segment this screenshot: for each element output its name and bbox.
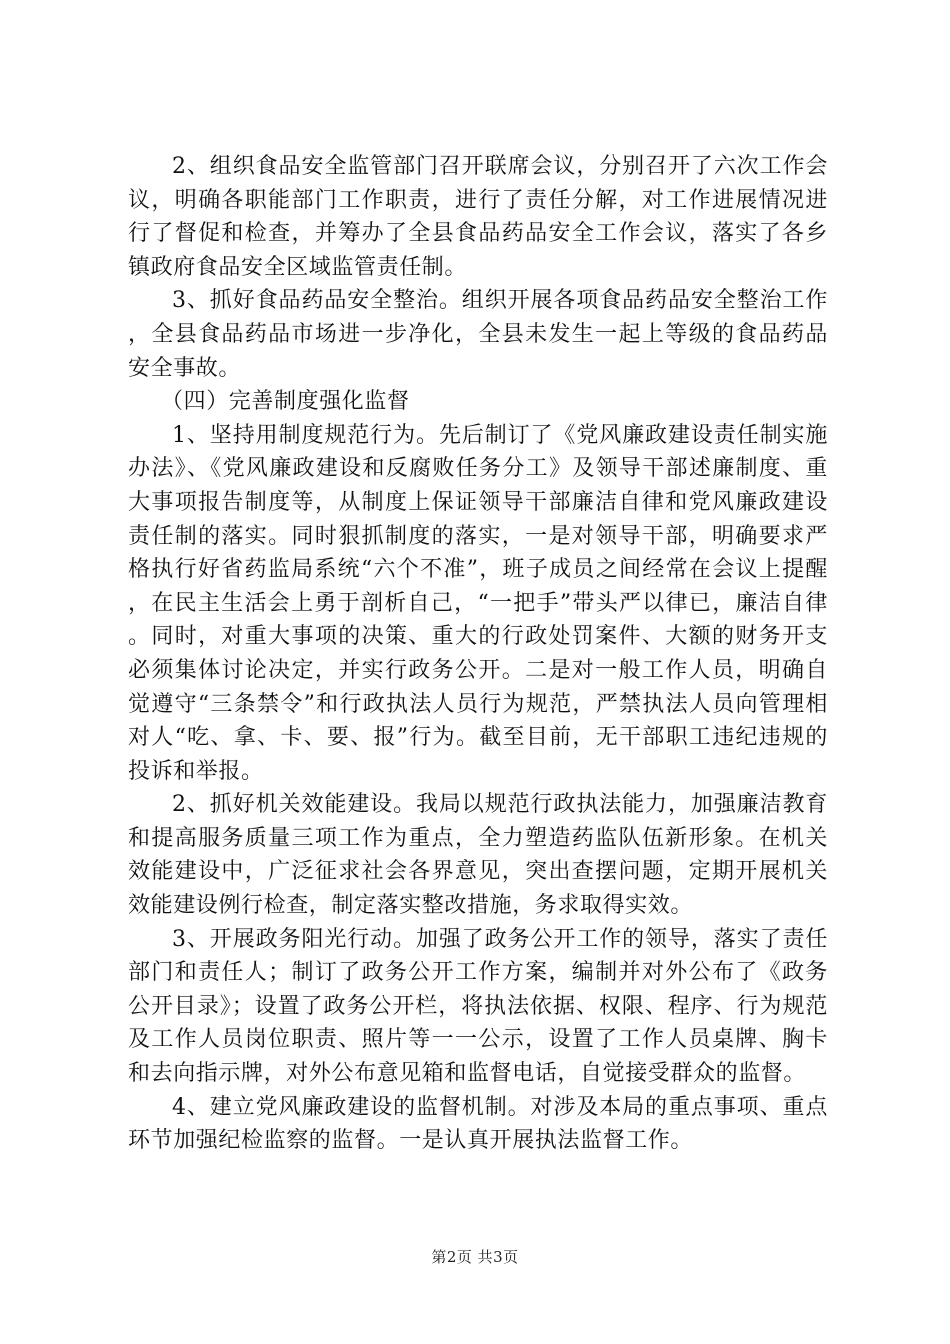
document-body: [128, 150, 828, 1158]
page-number: 第2页: [431, 1248, 473, 1266]
paragraph-system-regulation: 1、坚持用制度规范行为。先后制订了《党风廉政建设责任制实施办法》、《党风廉政建设和反腐败任务分工》及领导干部述廉制度、重大事项报告制度等，从制度上保证领导干部廉洁自律和党风廉政建设责任制的落实。同时狠抓制度的落实，一是对领导干部，明确要求严格执行好省药监局系统“六个不准”，班子成员之间经常在会议上提醒，在民主生活会上勇于剖析自己，“一把手”带头严以律已，廉洁自律。同时，对重大事项的决策、重大的行政处罚案件、大额的财务开支必须集体讨论决定，并实行政务公开。二是对一般工作人员，明确自觉遵守“三条禁令”和行政执法人员行为规范，严禁执法人员向管理相对人“吃、拿、卡、要、报”行为。截至目前，无干部职工违纪违规的投诉和举报。: [128, 422, 828, 784]
paragraph-food-safety-rectification: 3、抓好食品药品安全整治。组织开展各项食品药品安全整治工作，全县食品药品市场进一步净化，全县未发生一起上等级的食品药品安全事故。: [128, 288, 828, 381]
paragraph-sunshine-action: 3、开展政务阳光行动。加强了政务公开工作的领导，落实了责任部门和责任人；制订了政务公开工作方案，编制并对外公布了《政务公开目录》；设置了政务公开栏，将执法依据、权限、程序、行为规范及工作人员岗位职责、照片等一一公示，设置了工作人员桌牌、胸卡和去向指示牌，对外公布意见箱和监督电话，自觉接受群众的监督。: [128, 926, 828, 1087]
paragraph-supervision-mechanism: 4、建立党风廉政建设的监督机制。对涉及本局的重点事项、重点环节加强纪检监察的监督。一是认真开展执法监督工作。: [128, 1094, 828, 1154]
paragraph-efficiency-building: 2、抓好机关效能建设。我局以规范行政执法能力，加强廉洁教育和提高服务质量三项工作为重点，全力塑造药监队伍新形象。在机关效能建设中，广泛征求社会各界意见，突出查摆问题，定期开展机关效能建设例行检查，制定落实整改措施，务求取得实效。: [128, 792, 828, 919]
page-footer: [0, 1246, 950, 1267]
paragraph-food-safety-meetings: 2、组织食品安全监管部门召开联席会议，分别召开了六次工作会议，明确各职能部门工作职责，进行了责任分解，对工作进展情况进行了督促和检查，并筹办了全县食品药品安全工作会议，落实了各乡镇政府食品安全区域监管责任制。: [128, 154, 828, 280]
page-total: 共3页: [477, 1248, 519, 1266]
section-heading-four: （四）完善制度强化监督: [161, 389, 410, 415]
